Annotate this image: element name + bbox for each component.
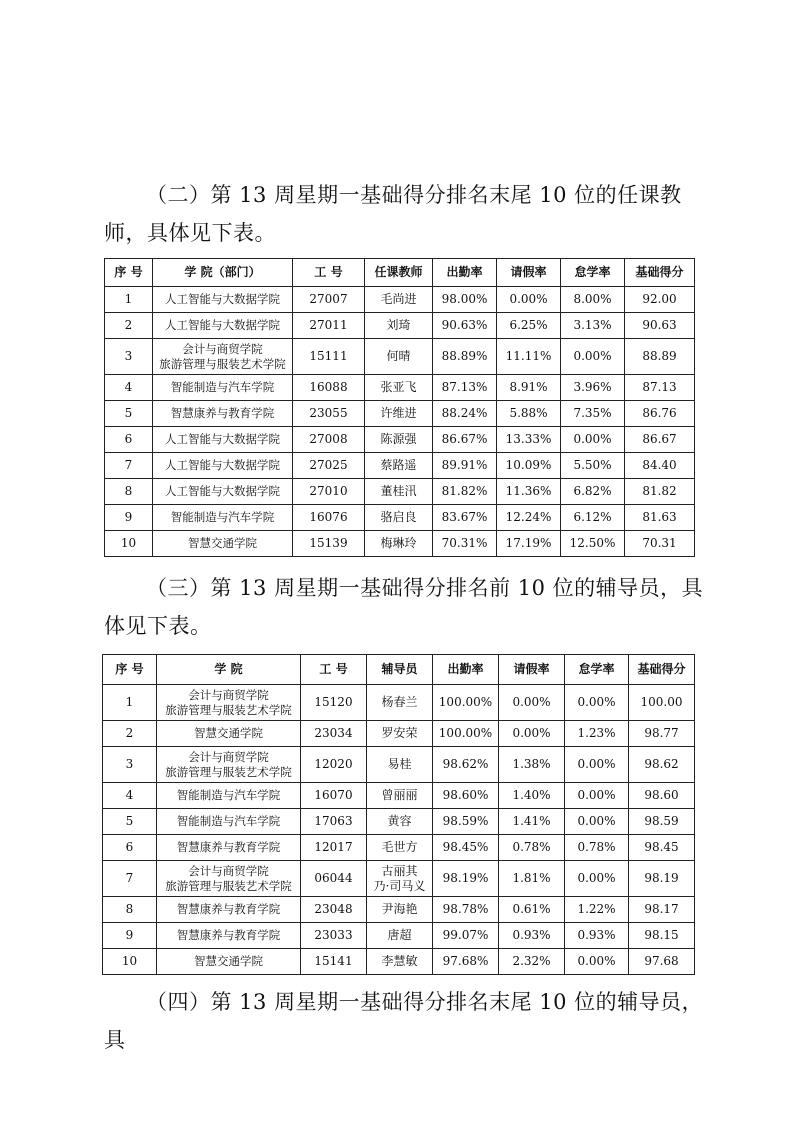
cell-no: 3	[105, 339, 153, 375]
table-header-row	[103, 655, 695, 685]
col-header-counselor: 辅导员	[367, 655, 433, 685]
cell-score: 81.82	[625, 479, 695, 505]
teacher-bottom10-table	[104, 258, 695, 557]
cell-leave: 8.91%	[497, 375, 561, 401]
cell-id: 15139	[293, 531, 365, 557]
cell-leave: 6.25%	[497, 313, 561, 339]
cell-leave: 1.38%	[499, 747, 565, 783]
cell-attendance: 98.19%	[433, 861, 499, 897]
cell-name-line: 蔡路遥	[380, 458, 417, 472]
cell-attendance: 86.67%	[433, 427, 497, 453]
cell-name-line: 董桂汛	[380, 484, 417, 498]
cell-truancy: 1.22%	[565, 897, 629, 923]
cell-college-line: 会计与商贸学院	[188, 863, 269, 878]
cell-college	[153, 401, 293, 427]
col-header-college: 学 院（部门）	[153, 259, 293, 287]
cell-id: 16088	[293, 375, 365, 401]
cell-college	[153, 505, 293, 531]
cell-leave: 17.19%	[497, 531, 561, 557]
cell-leave: 0.61%	[499, 897, 565, 923]
col-header-teacher: 任课教师	[365, 259, 433, 287]
cell-name	[365, 427, 433, 453]
cell-name-line: 骆启良	[380, 510, 417, 524]
cell-name-line: 尹海艳	[381, 902, 418, 916]
cell-score: 98.60	[629, 783, 695, 809]
cell-truancy: 0.93%	[565, 923, 629, 949]
section-2-text: （二）第 13 周星期一基础得分排名末尾 10 位的任课教师，具体见下表。	[104, 183, 682, 245]
section-2-intro	[104, 176, 704, 252]
cell-score: 98.59	[629, 809, 695, 835]
cell-no: 3	[103, 747, 157, 783]
cell-name	[365, 287, 433, 313]
cell-college	[157, 923, 301, 949]
cell-college-line: 智慧康养与教育学院	[170, 406, 275, 420]
cell-attendance: 98.62%	[433, 747, 499, 783]
cell-leave: 10.09%	[497, 453, 561, 479]
table-row	[103, 685, 695, 721]
cell-name	[365, 375, 433, 401]
cell-no: 8	[105, 479, 153, 505]
cell-no: 9	[105, 505, 153, 531]
cell-no: 9	[103, 923, 157, 949]
cell-name	[365, 401, 433, 427]
cell-truancy: 0.00%	[565, 685, 629, 721]
col-header-truancy: 怠学率	[561, 259, 625, 287]
cell-score: 86.76	[625, 401, 695, 427]
cell-attendance: 98.45%	[433, 835, 499, 861]
cell-college	[157, 721, 301, 747]
cell-name	[367, 897, 433, 923]
cell-attendance: 87.13%	[433, 375, 497, 401]
cell-college-line: 会计与商贸学院	[188, 687, 269, 702]
cell-college-line: 智慧交通学院	[188, 536, 257, 550]
cell-name	[365, 505, 433, 531]
cell-attendance: 88.89%	[433, 339, 497, 375]
cell-name	[365, 313, 433, 339]
table-row	[103, 835, 695, 861]
cell-id: 27007	[293, 287, 365, 313]
col-header-id: 工 号	[293, 259, 365, 287]
table-row	[105, 375, 695, 401]
cell-truancy: 0.00%	[565, 861, 629, 897]
cell-name	[367, 809, 433, 835]
cell-name-line: 毛尚进	[380, 292, 417, 306]
cell-leave: 0.93%	[499, 923, 565, 949]
table-row	[103, 721, 695, 747]
cell-leave: 5.88%	[497, 401, 561, 427]
cell-score: 98.15	[629, 923, 695, 949]
cell-no: 5	[103, 809, 157, 835]
cell-college	[153, 375, 293, 401]
cell-truancy: 8.00%	[561, 287, 625, 313]
col-header-id: 工 号	[301, 655, 367, 685]
table-row	[103, 897, 695, 923]
cell-college-line: 人工智能与大数据学院	[165, 292, 280, 306]
col-header-no: 序 号	[105, 259, 153, 287]
cell-attendance: 97.68%	[433, 949, 499, 975]
col-header-attendance: 出勤率	[433, 655, 499, 685]
table-row	[105, 339, 695, 375]
cell-id: 27025	[293, 453, 365, 479]
cell-no: 8	[103, 897, 157, 923]
cell-score: 90.63	[625, 313, 695, 339]
table-row	[105, 453, 695, 479]
col-header-leave: 请假率	[499, 655, 565, 685]
counselor-top10-table	[102, 654, 695, 975]
cell-college	[157, 747, 301, 783]
table-row	[103, 783, 695, 809]
cell-name	[367, 685, 433, 721]
cell-score: 97.68	[629, 949, 695, 975]
cell-no: 4	[105, 375, 153, 401]
cell-id: 15111	[293, 339, 365, 375]
cell-name-line: 李慧敏	[381, 954, 418, 968]
cell-score: 98.77	[629, 721, 695, 747]
cell-attendance: 83.67%	[433, 505, 497, 531]
cell-truancy: 0.00%	[561, 339, 625, 375]
cell-attendance: 98.60%	[433, 783, 499, 809]
cell-leave: 12.24%	[497, 505, 561, 531]
cell-truancy: 3.96%	[561, 375, 625, 401]
cell-truancy: 12.50%	[561, 531, 625, 557]
cell-college	[157, 949, 301, 975]
cell-attendance: 70.31%	[433, 531, 497, 557]
cell-truancy: 1.23%	[565, 721, 629, 747]
cell-leave: 1.40%	[499, 783, 565, 809]
table-row	[105, 313, 695, 339]
cell-no: 10	[103, 949, 157, 975]
cell-college-line: 智能制造与汽车学院	[170, 510, 275, 524]
cell-college	[153, 287, 293, 313]
cell-id: 06044	[301, 861, 367, 897]
cell-attendance: 99.07%	[433, 923, 499, 949]
cell-attendance: 89.91%	[433, 453, 497, 479]
cell-college	[157, 835, 301, 861]
cell-college-line: 智慧交通学院	[194, 954, 263, 968]
table-row	[105, 401, 695, 427]
table-row	[105, 427, 695, 453]
cell-name	[365, 531, 433, 557]
cell-name	[367, 783, 433, 809]
cell-no: 7	[105, 453, 153, 479]
cell-score: 88.89	[625, 339, 695, 375]
cell-attendance: 98.00%	[433, 287, 497, 313]
cell-no: 1	[105, 287, 153, 313]
cell-no: 6	[103, 835, 157, 861]
cell-truancy: 0.00%	[561, 427, 625, 453]
cell-id: 23055	[293, 401, 365, 427]
cell-college-line: 会计与商贸学院	[182, 341, 263, 356]
cell-attendance: 88.24%	[433, 401, 497, 427]
cell-id: 16070	[301, 783, 367, 809]
cell-leave: 0.00%	[499, 685, 565, 721]
cell-leave: 1.41%	[499, 809, 565, 835]
cell-score: 87.13	[625, 375, 695, 401]
cell-attendance: 98.78%	[433, 897, 499, 923]
cell-no: 10	[105, 531, 153, 557]
cell-college	[153, 531, 293, 557]
cell-id: 23033	[301, 923, 367, 949]
table-row	[103, 923, 695, 949]
cell-truancy: 0.00%	[565, 949, 629, 975]
cell-leave: 13.33%	[497, 427, 561, 453]
cell-leave: 11.36%	[497, 479, 561, 505]
cell-college-line: 智能制造与汽车学院	[176, 814, 281, 828]
cell-name	[367, 835, 433, 861]
cell-name-line: 何晴	[386, 349, 411, 363]
cell-id: 23034	[301, 721, 367, 747]
cell-attendance: 90.63%	[433, 313, 497, 339]
cell-score: 98.45	[629, 835, 695, 861]
col-header-score: 基础得分	[625, 259, 695, 287]
cell-no: 5	[105, 401, 153, 427]
cell-name-line: 罗安荣	[381, 726, 418, 740]
cell-college	[157, 861, 301, 897]
cell-id: 15141	[301, 949, 367, 975]
cell-name-line: 乃·司马义	[373, 878, 426, 893]
col-header-score: 基础得分	[629, 655, 695, 685]
col-header-leave: 请假率	[497, 259, 561, 287]
section-4-text: （四）第 13 周星期一基础得分排名末尾 10 位的辅导员，具	[104, 990, 704, 1052]
cell-score: 100.00	[629, 685, 695, 721]
table-row	[103, 861, 695, 897]
cell-college	[153, 427, 293, 453]
cell-truancy: 6.12%	[561, 505, 625, 531]
cell-id: 27010	[293, 479, 365, 505]
cell-college-line: 人工智能与大数据学院	[165, 318, 280, 332]
cell-name-line: 许维进	[380, 406, 417, 420]
section-3-text: （三）第 13 周星期一基础得分排名前 10 位的辅导员，具体见下表。	[104, 576, 704, 638]
cell-truancy: 0.78%	[565, 835, 629, 861]
cell-name-line: 古丽其	[381, 863, 418, 878]
cell-id: 27011	[293, 313, 365, 339]
cell-score: 84.40	[625, 453, 695, 479]
cell-truancy: 0.00%	[565, 809, 629, 835]
cell-leave: 11.11%	[497, 339, 561, 375]
cell-name	[365, 339, 433, 375]
cell-score: 98.19	[629, 861, 695, 897]
cell-college-line: 智慧康养与教育学院	[176, 902, 281, 916]
cell-id: 12020	[301, 747, 367, 783]
cell-college	[153, 479, 293, 505]
cell-no: 7	[103, 861, 157, 897]
section-4-intro	[104, 983, 704, 1059]
cell-no: 4	[103, 783, 157, 809]
cell-score: 98.17	[629, 897, 695, 923]
cell-truancy: 7.35%	[561, 401, 625, 427]
cell-leave: 0.00%	[497, 287, 561, 313]
cell-score: 86.67	[625, 427, 695, 453]
cell-name-line: 陈源强	[380, 432, 417, 446]
cell-name	[367, 923, 433, 949]
cell-truancy: 0.00%	[565, 747, 629, 783]
cell-name-line: 易桂	[387, 757, 412, 771]
cell-truancy: 0.00%	[565, 783, 629, 809]
cell-no: 2	[105, 313, 153, 339]
cell-college-line: 人工智能与大数据学院	[165, 458, 280, 472]
cell-id: 16076	[293, 505, 365, 531]
cell-leave: 1.81%	[499, 861, 565, 897]
cell-leave: 2.32%	[499, 949, 565, 975]
cell-attendance: 98.59%	[433, 809, 499, 835]
table-row	[103, 809, 695, 835]
cell-name	[367, 721, 433, 747]
cell-college-line: 智能制造与汽车学院	[176, 788, 281, 802]
cell-name	[367, 861, 433, 897]
cell-college-line: 智慧康养与教育学院	[176, 928, 281, 942]
cell-id: 27008	[293, 427, 365, 453]
cell-college-line: 智慧康养与教育学院	[176, 840, 281, 854]
cell-leave: 0.00%	[499, 721, 565, 747]
table-row	[105, 287, 695, 313]
col-header-attendance: 出勤率	[433, 259, 497, 287]
cell-name-line: 梅琳玲	[380, 536, 417, 550]
cell-truancy: 6.82%	[561, 479, 625, 505]
cell-truancy: 3.13%	[561, 313, 625, 339]
cell-college	[157, 897, 301, 923]
cell-college-line: 人工智能与大数据学院	[165, 432, 280, 446]
cell-no: 1	[103, 685, 157, 721]
cell-name-line: 杨春兰	[381, 695, 418, 709]
cell-college-line: 旅游管理与服装艺术学院	[165, 764, 292, 779]
cell-college	[153, 313, 293, 339]
cell-score: 81.63	[625, 505, 695, 531]
cell-attendance: 100.00%	[433, 721, 499, 747]
cell-college	[157, 809, 301, 835]
cell-id: 12017	[301, 835, 367, 861]
table-row	[103, 949, 695, 975]
cell-name-line: 刘琦	[386, 318, 411, 332]
cell-college-line: 旅游管理与服装艺术学院	[159, 356, 286, 371]
cell-college-line: 智能制造与汽车学院	[170, 380, 275, 394]
cell-college-line: 人工智能与大数据学院	[165, 484, 280, 498]
cell-score: 70.31	[625, 531, 695, 557]
col-header-no: 序 号	[103, 655, 157, 685]
cell-no: 2	[103, 721, 157, 747]
cell-college-line: 旅游管理与服装艺术学院	[165, 878, 292, 893]
cell-id: 23048	[301, 897, 367, 923]
cell-college	[157, 685, 301, 721]
cell-college	[153, 453, 293, 479]
col-header-college: 学 院	[157, 655, 301, 685]
cell-name	[367, 747, 433, 783]
cell-leave: 0.78%	[499, 835, 565, 861]
cell-attendance: 100.00%	[433, 685, 499, 721]
cell-name	[365, 479, 433, 505]
table-row	[105, 505, 695, 531]
table-row	[105, 479, 695, 505]
section-3-intro	[104, 569, 704, 645]
cell-name	[365, 453, 433, 479]
table-header-row	[105, 259, 695, 287]
cell-college-line: 会计与商贸学院	[188, 749, 269, 764]
cell-college	[157, 783, 301, 809]
table-row	[103, 747, 695, 783]
cell-score: 92.00	[625, 287, 695, 313]
cell-name-line: 张亚飞	[380, 380, 417, 394]
table-row	[105, 531, 695, 557]
cell-name-line: 唐超	[387, 928, 412, 942]
cell-truancy: 5.50%	[561, 453, 625, 479]
cell-score: 98.62	[629, 747, 695, 783]
cell-college	[153, 339, 293, 375]
cell-id: 17063	[301, 809, 367, 835]
cell-college-line: 旅游管理与服装艺术学院	[165, 702, 292, 717]
col-header-truancy: 怠学率	[565, 655, 629, 685]
cell-name-line: 黄容	[387, 814, 412, 828]
cell-name	[367, 949, 433, 975]
cell-name-line: 毛世方	[381, 840, 418, 854]
cell-attendance: 81.82%	[433, 479, 497, 505]
cell-id: 15120	[301, 685, 367, 721]
cell-name-line: 曾丽丽	[381, 788, 418, 802]
cell-college-line: 智慧交通学院	[194, 726, 263, 740]
cell-no: 6	[105, 427, 153, 453]
